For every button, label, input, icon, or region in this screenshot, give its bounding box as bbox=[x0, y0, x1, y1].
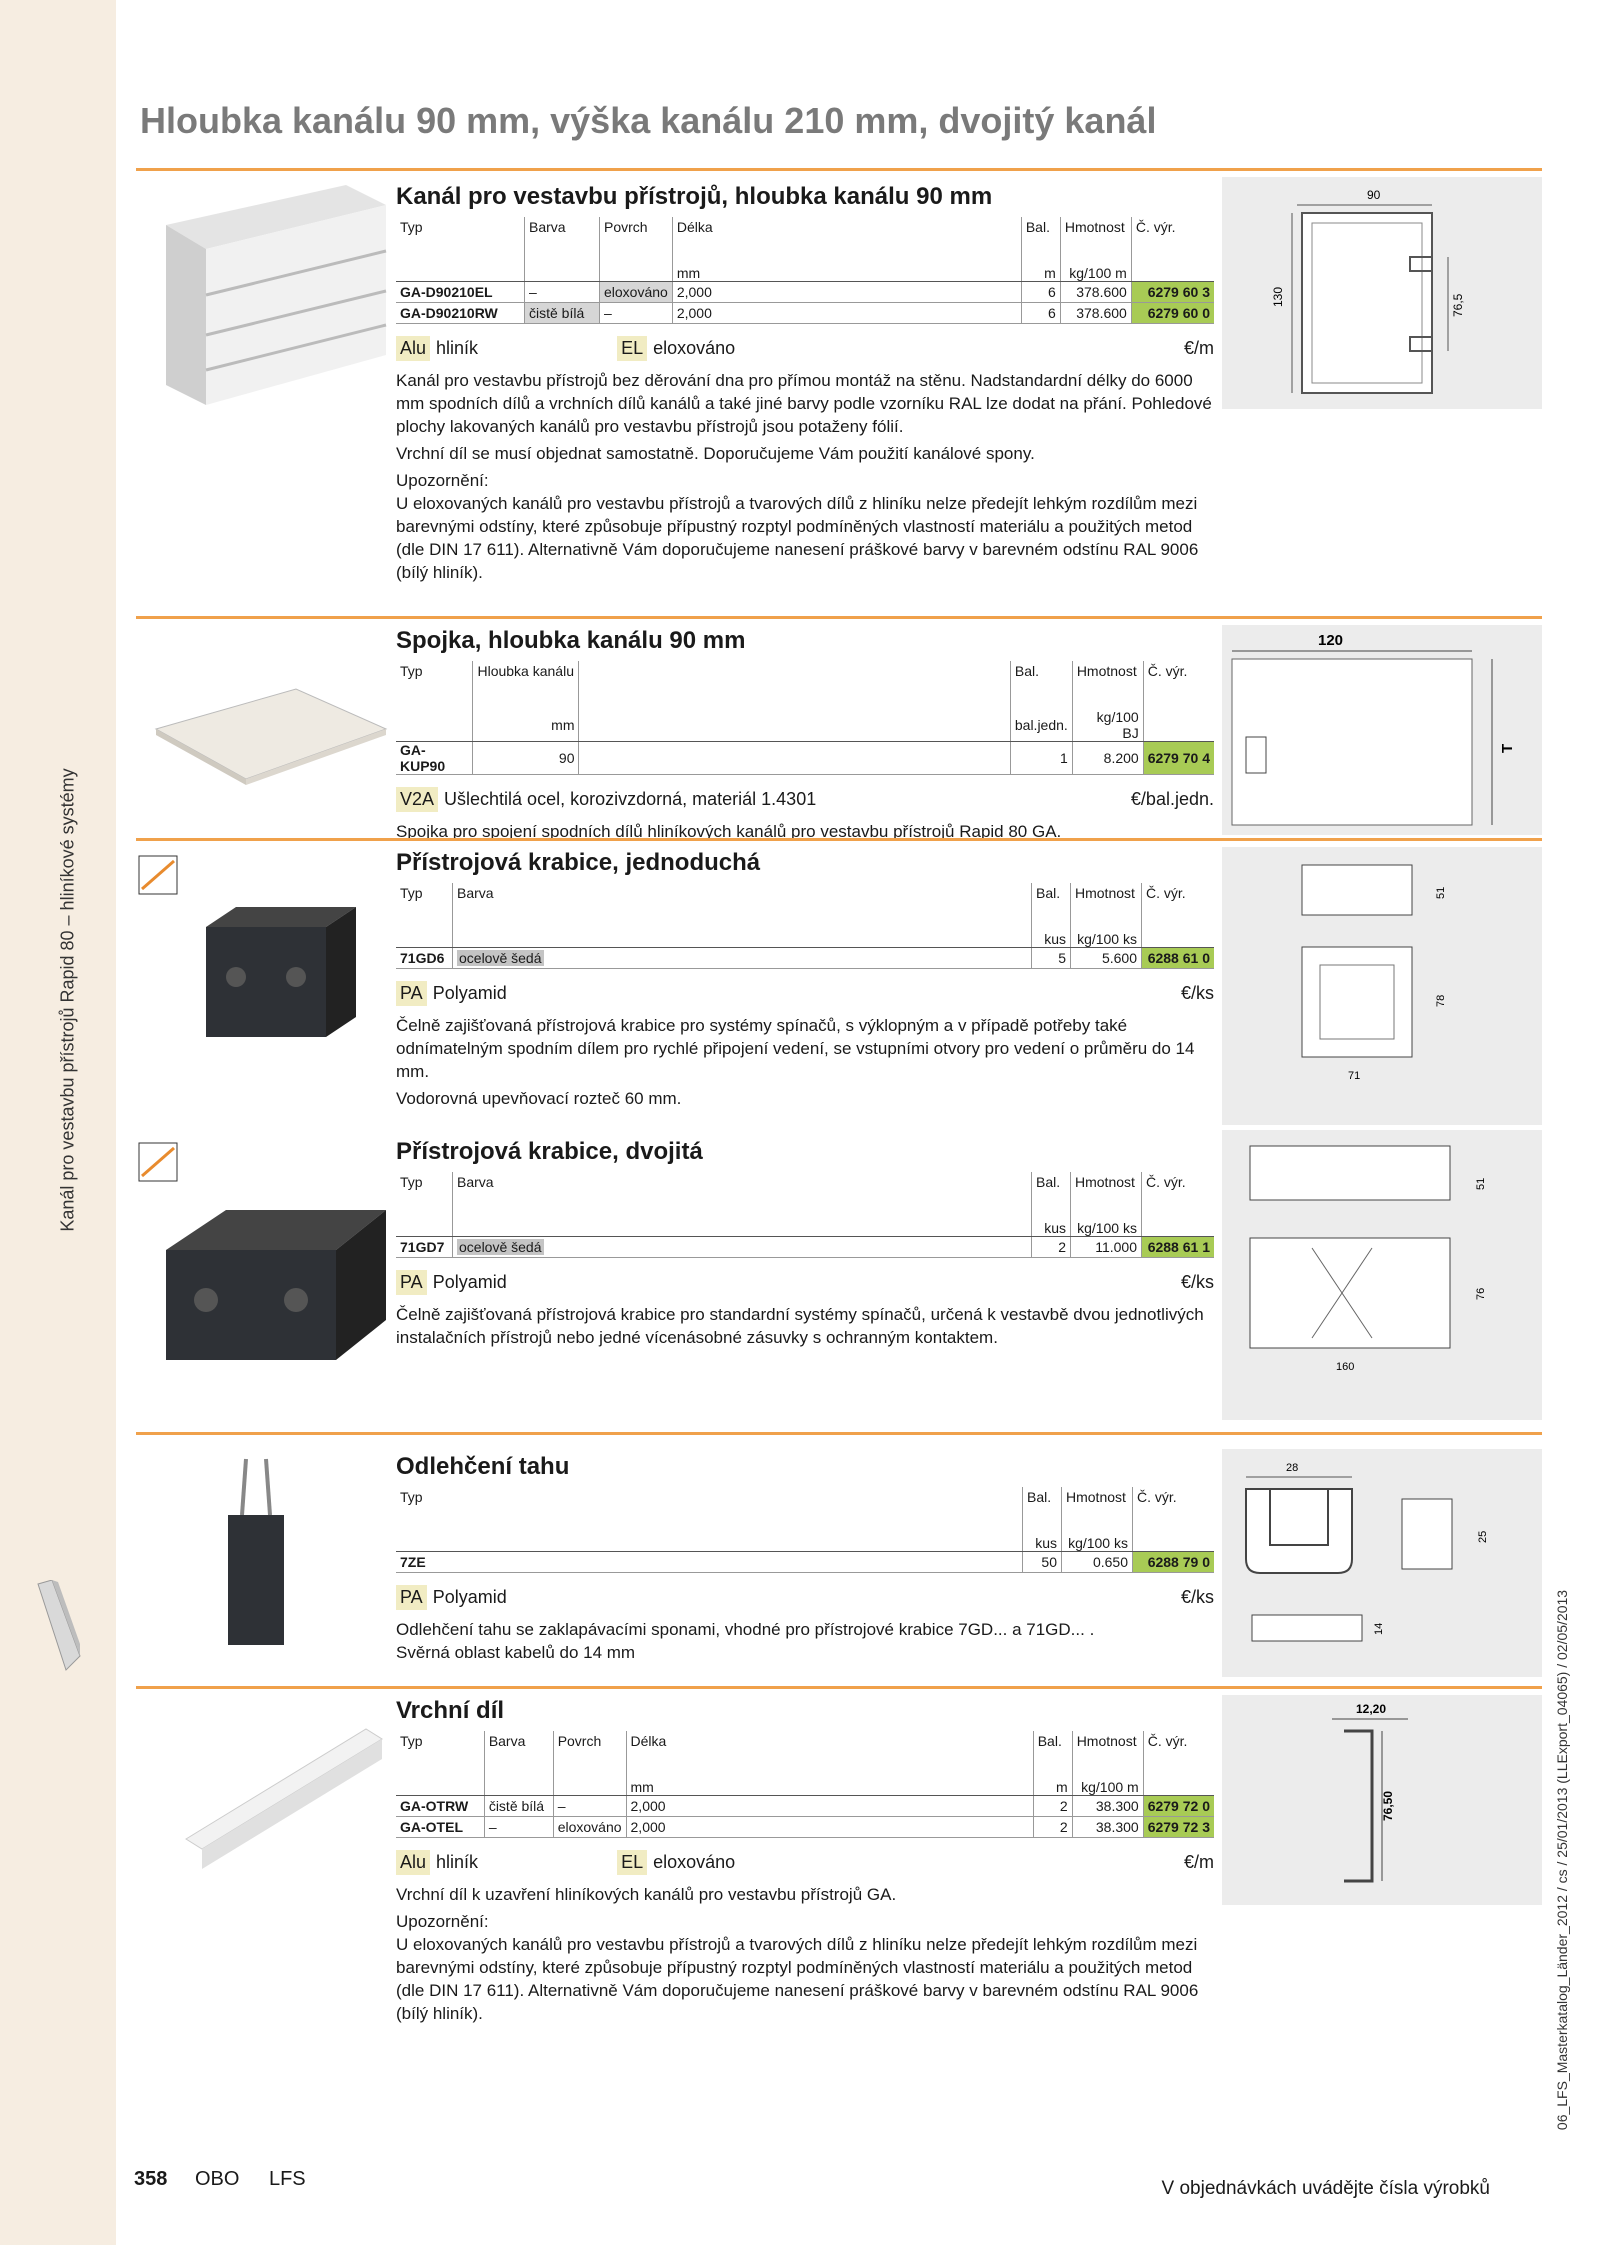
col-header: Hloubka kanálu bbox=[473, 661, 579, 709]
material bbox=[617, 336, 735, 361]
order-number: 6279 60 0 bbox=[1131, 303, 1214, 324]
dim-label: 76 bbox=[1475, 1287, 1487, 1300]
material bbox=[617, 1850, 735, 1875]
description: Vrchní díl se musí objednat samostatně. Doporučujeme Vám použití kanálové spony. bbox=[396, 444, 1035, 463]
material-code: V2A bbox=[396, 787, 438, 812]
single-box-photo bbox=[146, 907, 396, 1057]
col-header: Č. výr. bbox=[1147, 663, 1188, 679]
material-row bbox=[396, 787, 1214, 812]
col-header: Barva bbox=[525, 217, 600, 265]
price-unit: €/m bbox=[1183, 338, 1214, 358]
page-title: Hloubka kanálu 90 mm, výška kanálu 210 mm, dvojitý kanál bbox=[140, 100, 1157, 141]
cell: 6 bbox=[1021, 303, 1060, 324]
col-header: Hmotnost bbox=[1060, 217, 1131, 265]
footer-note: V objednávkách uvádějte čísla výrobků bbox=[1161, 2178, 1490, 2199]
material-code: PA bbox=[396, 1270, 427, 1295]
cell: eloxováno bbox=[553, 1817, 626, 1838]
material bbox=[396, 1585, 507, 1610]
cell: 2 bbox=[1033, 1817, 1072, 1838]
cell: eloxováno bbox=[600, 282, 673, 303]
dim-label: 25 bbox=[1477, 1530, 1489, 1543]
price-unit: €/bal.jedn. bbox=[1130, 789, 1214, 809]
strain-relief-drawing bbox=[1222, 1449, 1542, 1677]
order-number: 6279 72 3 bbox=[1143, 1817, 1214, 1838]
right-catalog-label: 06_LFS_Masterkatalog_Länder_2012 / cs / 25/01/2013 (LLExport_04065) / 02/05/2013 bbox=[1554, 1589, 1570, 2131]
cell: čistě bílá bbox=[484, 1796, 553, 1817]
col-header: Barva bbox=[453, 883, 1032, 931]
material bbox=[396, 336, 478, 361]
side-label: Kanál pro vestavbu přístrojů Rapid 80 – hliníkové systémy bbox=[57, 768, 78, 1232]
section-title: Spojka, hloubka kanálu 90 mm bbox=[396, 627, 746, 654]
footer-series: LFS bbox=[268, 2168, 306, 2190]
section-title: Kanál pro vestavbu přístrojů, hloubka kanálu 90 mm bbox=[396, 183, 993, 210]
description: Čelně zajišťovaná přístrojová krabice pro standardní systémy spínačů, určená k vestavbě dvou jednotlivých instalačních přístrojů nebo jedné vícenásobné zásuvky s ochranným kontaktem. bbox=[396, 1305, 1204, 1347]
material-name: Polyamid bbox=[432, 1272, 507, 1292]
col-header: Bal. bbox=[1010, 661, 1072, 709]
material-row bbox=[396, 1270, 1214, 1295]
col-header: Délka bbox=[626, 1731, 1033, 1779]
col-header: Typ bbox=[396, 883, 453, 931]
unit-cell: m bbox=[1033, 1779, 1072, 1796]
cell: 2 bbox=[1033, 1796, 1072, 1817]
section-channel bbox=[136, 168, 1542, 619]
material-name: eloxováno bbox=[653, 1852, 736, 1872]
product-table bbox=[396, 1487, 1214, 1573]
unit-cell bbox=[553, 1779, 626, 1796]
col-header: Hmotnost bbox=[1062, 1487, 1133, 1535]
type-cell: 7ZE bbox=[396, 1552, 1023, 1573]
material-row bbox=[396, 981, 1214, 1006]
table-row bbox=[396, 1796, 1214, 1817]
unit-cell: bal.jedn. bbox=[1010, 709, 1072, 742]
unit-cell bbox=[484, 1779, 553, 1796]
unit-cell: kg/100 ks bbox=[1071, 931, 1142, 948]
section-title: Přístrojová krabice, jednoduchá bbox=[396, 849, 761, 876]
col-header: Bal. bbox=[1032, 1172, 1071, 1220]
section-cover bbox=[136, 1686, 1542, 2049]
material bbox=[396, 1850, 478, 1875]
order-number: 6288 61 0 bbox=[1142, 948, 1215, 969]
type-cell: GA-KUP90 bbox=[396, 742, 473, 775]
col-header: Č. výr. bbox=[1135, 219, 1176, 235]
material bbox=[396, 787, 816, 812]
type-cell: GA-D90210EL bbox=[396, 282, 525, 303]
unit-cell: kg/100 ks bbox=[1071, 1220, 1142, 1237]
section-content bbox=[396, 619, 1214, 847]
col-header: Typ bbox=[396, 217, 525, 265]
price-unit: €/ks bbox=[1180, 983, 1214, 1003]
cell bbox=[453, 948, 1032, 969]
unit-cell bbox=[396, 1779, 484, 1796]
unit-cell bbox=[396, 931, 453, 948]
type-cell: 71GD7 bbox=[396, 1237, 453, 1258]
col-header: Bal. bbox=[1023, 1487, 1062, 1535]
cell: 2 bbox=[1032, 1237, 1071, 1258]
unit-cell bbox=[396, 709, 473, 742]
unit-cell: kg/100 m bbox=[1060, 265, 1131, 282]
channel-drawing bbox=[1222, 177, 1542, 409]
cell: 50 bbox=[1023, 1552, 1062, 1573]
unit-cell bbox=[396, 1535, 1023, 1552]
material-code: Alu bbox=[396, 1850, 430, 1875]
footer-left bbox=[134, 2168, 330, 2191]
col-header bbox=[579, 661, 1010, 709]
description: Odlehčení tahu se zaklapávacími sponami, vhodné pro přístrojové krabice 7GD... a 71GD... . Svěrná oblast kabelů do 14 mm bbox=[396, 1620, 1095, 1662]
cover-photo bbox=[146, 1719, 396, 1889]
unit-cell bbox=[1133, 1535, 1215, 1552]
rail-thumbnail-image bbox=[36, 1580, 82, 1672]
unit-cell: kus bbox=[1032, 1220, 1071, 1237]
col-header: Č. výr. bbox=[1137, 1489, 1177, 1505]
material-code: PA bbox=[396, 1585, 427, 1610]
cell: 5.600 bbox=[1071, 948, 1142, 969]
col-header: Typ bbox=[396, 1172, 453, 1220]
price-unit: €/m bbox=[1183, 1852, 1214, 1872]
unit-cell: kg/100 BJ bbox=[1072, 709, 1143, 742]
col-header: Povrch bbox=[600, 217, 673, 265]
dim-label: 71 bbox=[1348, 1070, 1361, 1082]
unit-cell bbox=[1142, 1220, 1215, 1237]
dim-label: 14 bbox=[1373, 1622, 1385, 1635]
connector-drawing bbox=[1222, 625, 1542, 835]
dim-label: 120 bbox=[1318, 632, 1344, 649]
cell: 5 bbox=[1032, 948, 1071, 969]
col-header: Hmotnost bbox=[1072, 661, 1143, 709]
col-header: Č. výr. bbox=[1146, 1174, 1186, 1190]
dim-label: 76,5 bbox=[1451, 293, 1465, 317]
type-cell: GA-OTEL bbox=[396, 1817, 484, 1838]
color-value: ocelově šedá bbox=[459, 950, 542, 966]
cell: 0.650 bbox=[1062, 1552, 1133, 1573]
section-title: Přístrojová krabice, dvojitá bbox=[396, 1138, 703, 1165]
material-row bbox=[396, 336, 1214, 361]
dim-label: 28 bbox=[1286, 1462, 1299, 1474]
section-strain-relief bbox=[136, 1432, 1542, 1685]
unit-cell bbox=[1143, 709, 1214, 742]
table-row bbox=[396, 1817, 1214, 1838]
section-connector bbox=[136, 616, 1542, 841]
unit-cell bbox=[1131, 265, 1214, 282]
price-unit: €/ks bbox=[1180, 1587, 1214, 1607]
type-cell: 71GD6 bbox=[396, 948, 453, 969]
material-code: EL bbox=[617, 1850, 647, 1875]
col-header: Hmotnost bbox=[1072, 1731, 1143, 1779]
cell: 378.600 bbox=[1060, 303, 1131, 324]
color-value: ocelově šedá bbox=[459, 1239, 542, 1255]
material-row bbox=[396, 1585, 1214, 1610]
section-double-box bbox=[136, 1130, 1542, 1428]
cell bbox=[453, 1237, 1032, 1258]
cell: 8.200 bbox=[1072, 742, 1143, 775]
material-name: hliník bbox=[436, 338, 479, 358]
cell bbox=[579, 742, 1010, 775]
order-number: 6279 70 4 bbox=[1143, 742, 1214, 775]
cell: – bbox=[600, 303, 673, 324]
cell: 2,000 bbox=[626, 1796, 1033, 1817]
table-row bbox=[396, 1552, 1214, 1573]
unit-cell bbox=[453, 1220, 1032, 1237]
table-row bbox=[396, 1237, 1214, 1258]
unit-cell: m bbox=[1021, 265, 1060, 282]
dim-label: 76,50 bbox=[1381, 1790, 1395, 1821]
col-header: Typ bbox=[396, 1487, 1023, 1535]
cover-drawing bbox=[1222, 1695, 1542, 1905]
cell: 378.600 bbox=[1060, 282, 1131, 303]
cell: 11.000 bbox=[1071, 1237, 1142, 1258]
product-table bbox=[396, 1731, 1214, 1838]
col-header: Bal. bbox=[1032, 883, 1071, 931]
footer-brand: OBO bbox=[194, 2168, 240, 2190]
col-header: Č. výr. bbox=[1146, 885, 1186, 901]
price-unit: €/ks bbox=[1180, 1272, 1214, 1292]
col-header: Délka bbox=[672, 217, 1021, 265]
unit-cell bbox=[453, 931, 1032, 948]
cell: 2,000 bbox=[672, 282, 1021, 303]
unit-cell: mm bbox=[672, 265, 1021, 282]
unit-cell: mm bbox=[473, 709, 579, 742]
product-table bbox=[396, 661, 1214, 775]
unit-cell: kg/100 ks bbox=[1062, 1535, 1133, 1552]
connector-photo bbox=[146, 679, 396, 799]
description: Kanál pro vestavbu přístrojů bez děrování dna pro přímou montáž na stěnu. Nadstandardní délky do 6000 mm spodních dílů a vrchních dílů kanálů a také jiné barvy podle vzorníku RAL lze dodat na přání. Pohledové plochy lakovaných kanálů pro vestavbu přístrojů jsou potaženy fólií. bbox=[396, 371, 1212, 436]
unit-cell: kus bbox=[1032, 931, 1071, 948]
cell: 2,000 bbox=[626, 1817, 1033, 1838]
col-header: Č. výr. bbox=[1147, 1733, 1188, 1749]
col-header: Povrch bbox=[553, 1731, 626, 1779]
section-content bbox=[396, 841, 1214, 1114]
col-header: Hmotnost bbox=[1071, 883, 1142, 931]
description: Vrchní díl k uzavření hliníkových kanálů pro vestavbu přístrojů GA. bbox=[396, 1885, 897, 1904]
material-code: EL bbox=[617, 336, 647, 361]
cell: – bbox=[484, 1817, 553, 1838]
section-content bbox=[396, 175, 1214, 588]
cell: 38.300 bbox=[1072, 1796, 1143, 1817]
section-content bbox=[396, 1445, 1214, 1668]
product-table bbox=[396, 883, 1214, 969]
unit-cell bbox=[600, 265, 673, 282]
material bbox=[396, 1270, 507, 1295]
material-name: Polyamid bbox=[432, 1587, 507, 1607]
order-number: 6288 79 0 bbox=[1133, 1552, 1215, 1573]
cell: 1 bbox=[1010, 742, 1072, 775]
col-header: Barva bbox=[453, 1172, 1032, 1220]
col-header: Bal. bbox=[1033, 1731, 1072, 1779]
cell: – bbox=[553, 1796, 626, 1817]
section-title: Odlehčení tahu bbox=[396, 1453, 570, 1480]
cell: čistě bílá bbox=[525, 303, 600, 324]
section-title: Vrchní díl bbox=[396, 1697, 505, 1724]
col-header: Typ bbox=[396, 661, 473, 709]
dim-label: 12,20 bbox=[1356, 1702, 1387, 1716]
unit-cell: kus bbox=[1023, 1535, 1062, 1552]
description: Vodorovná upevňovací rozteč 60 mm. bbox=[396, 1089, 682, 1108]
type-cell: GA-D90210RW bbox=[396, 303, 525, 324]
col-header: Hmotnost bbox=[1071, 1172, 1142, 1220]
unit-cell: kg/100 m bbox=[1072, 1779, 1143, 1796]
section-content bbox=[396, 1130, 1214, 1353]
unit-cell bbox=[396, 265, 525, 282]
order-number: 6279 60 3 bbox=[1131, 282, 1214, 303]
strain-relief-photo bbox=[146, 1455, 396, 1655]
side-strip bbox=[0, 0, 116, 2245]
order-number: 6288 61 1 bbox=[1142, 1237, 1215, 1258]
dim-label: T bbox=[1499, 743, 1516, 753]
order-number: 6279 72 0 bbox=[1143, 1796, 1214, 1817]
unit-cell bbox=[525, 265, 600, 282]
unit-cell: mm bbox=[626, 1779, 1033, 1796]
section-content bbox=[396, 1689, 1214, 2029]
material-name: Ušlechtilá ocel, korozivzdorná, materiál 1.4301 bbox=[444, 789, 817, 809]
channel-photo bbox=[146, 185, 396, 407]
unit-cell bbox=[579, 709, 1010, 742]
unit-cell bbox=[1143, 1779, 1214, 1796]
dim-label: 130 bbox=[1271, 286, 1285, 307]
description: Upozornění: U eloxovaných kanálů pro vestavbu přístrojů a tvarových dílů z hliníku nelze předejít lehkým rozdílům mezi barevnými odstíny, které způsobuje přípustný rozptyl podmíněných vlastností materiálu a použitých metod (dle DIN 17 611). Alternativně Vám doporučujeme nanesení práškové barvy v barevném odstínu RAL 9006 (bílý hliník). bbox=[396, 1912, 1199, 2023]
dim-label: 90 bbox=[1367, 188, 1381, 202]
material-row bbox=[396, 1850, 1214, 1875]
dim-label: 78 bbox=[1435, 994, 1447, 1007]
unit-cell bbox=[396, 1220, 453, 1237]
section-single-box bbox=[136, 838, 1542, 1133]
table-row bbox=[396, 282, 1214, 303]
table-row bbox=[396, 948, 1214, 969]
col-header: Typ bbox=[396, 1731, 484, 1779]
double-box-photo bbox=[146, 1190, 396, 1380]
page-number: 358 bbox=[134, 2168, 168, 2190]
halogen-free-icon bbox=[138, 1142, 178, 1182]
material-name: eloxováno bbox=[653, 338, 736, 358]
cell: 38.300 bbox=[1072, 1817, 1143, 1838]
description: Spojka pro spojení spodních dílů hliníkových kanálů pro vestavbu přístrojů Rapid 80 GA. bbox=[396, 822, 1062, 841]
double-box-drawing bbox=[1222, 1130, 1542, 1420]
dim-label: 51 bbox=[1475, 1177, 1487, 1190]
dim-label: 51 bbox=[1435, 886, 1447, 899]
col-header: Barva bbox=[484, 1731, 553, 1779]
dim-label: 160 bbox=[1336, 1361, 1355, 1373]
product-table bbox=[396, 1172, 1214, 1258]
col-header: Bal. bbox=[1021, 217, 1060, 265]
material-code: Alu bbox=[396, 336, 430, 361]
unit-cell bbox=[1142, 931, 1215, 948]
material-code: PA bbox=[396, 981, 427, 1006]
cell: 6 bbox=[1021, 282, 1060, 303]
material-name: hliník bbox=[436, 1852, 479, 1872]
material-name: Polyamid bbox=[432, 983, 507, 1003]
cell: 90 bbox=[473, 742, 579, 775]
cell: 2,000 bbox=[672, 303, 1021, 324]
type-cell: GA-OTRW bbox=[396, 1796, 484, 1817]
single-box-drawing bbox=[1222, 847, 1542, 1125]
product-table bbox=[396, 217, 1214, 324]
halogen-free-icon bbox=[138, 855, 178, 895]
description: Čelně zajišťovaná přístrojová krabice pro systémy spínačů, s výklopným a v případě potřeby také odnímatelným spodním dílem pro rychlé připojení vedení, se vstupními otvory pro vedení o průměru do 14 mm. bbox=[396, 1016, 1195, 1081]
table-row bbox=[396, 303, 1214, 324]
cell: – bbox=[525, 282, 600, 303]
description: Upozornění: U eloxovaných kanálů pro vestavbu přístrojů a tvarových dílů z hliníku nelze předejít lehkým rozdílům mezi barevnými odstíny, které způsobuje přípustný rozptyl podmíněných vlastností materiálu a použitých metod (dle DIN 17 611). Alternativně Vám doporučujeme nanesení práškové barvy v barevném odstínu RAL 9006 (bílý hliník). bbox=[396, 471, 1199, 582]
table-row bbox=[396, 742, 1214, 775]
material bbox=[396, 981, 507, 1006]
